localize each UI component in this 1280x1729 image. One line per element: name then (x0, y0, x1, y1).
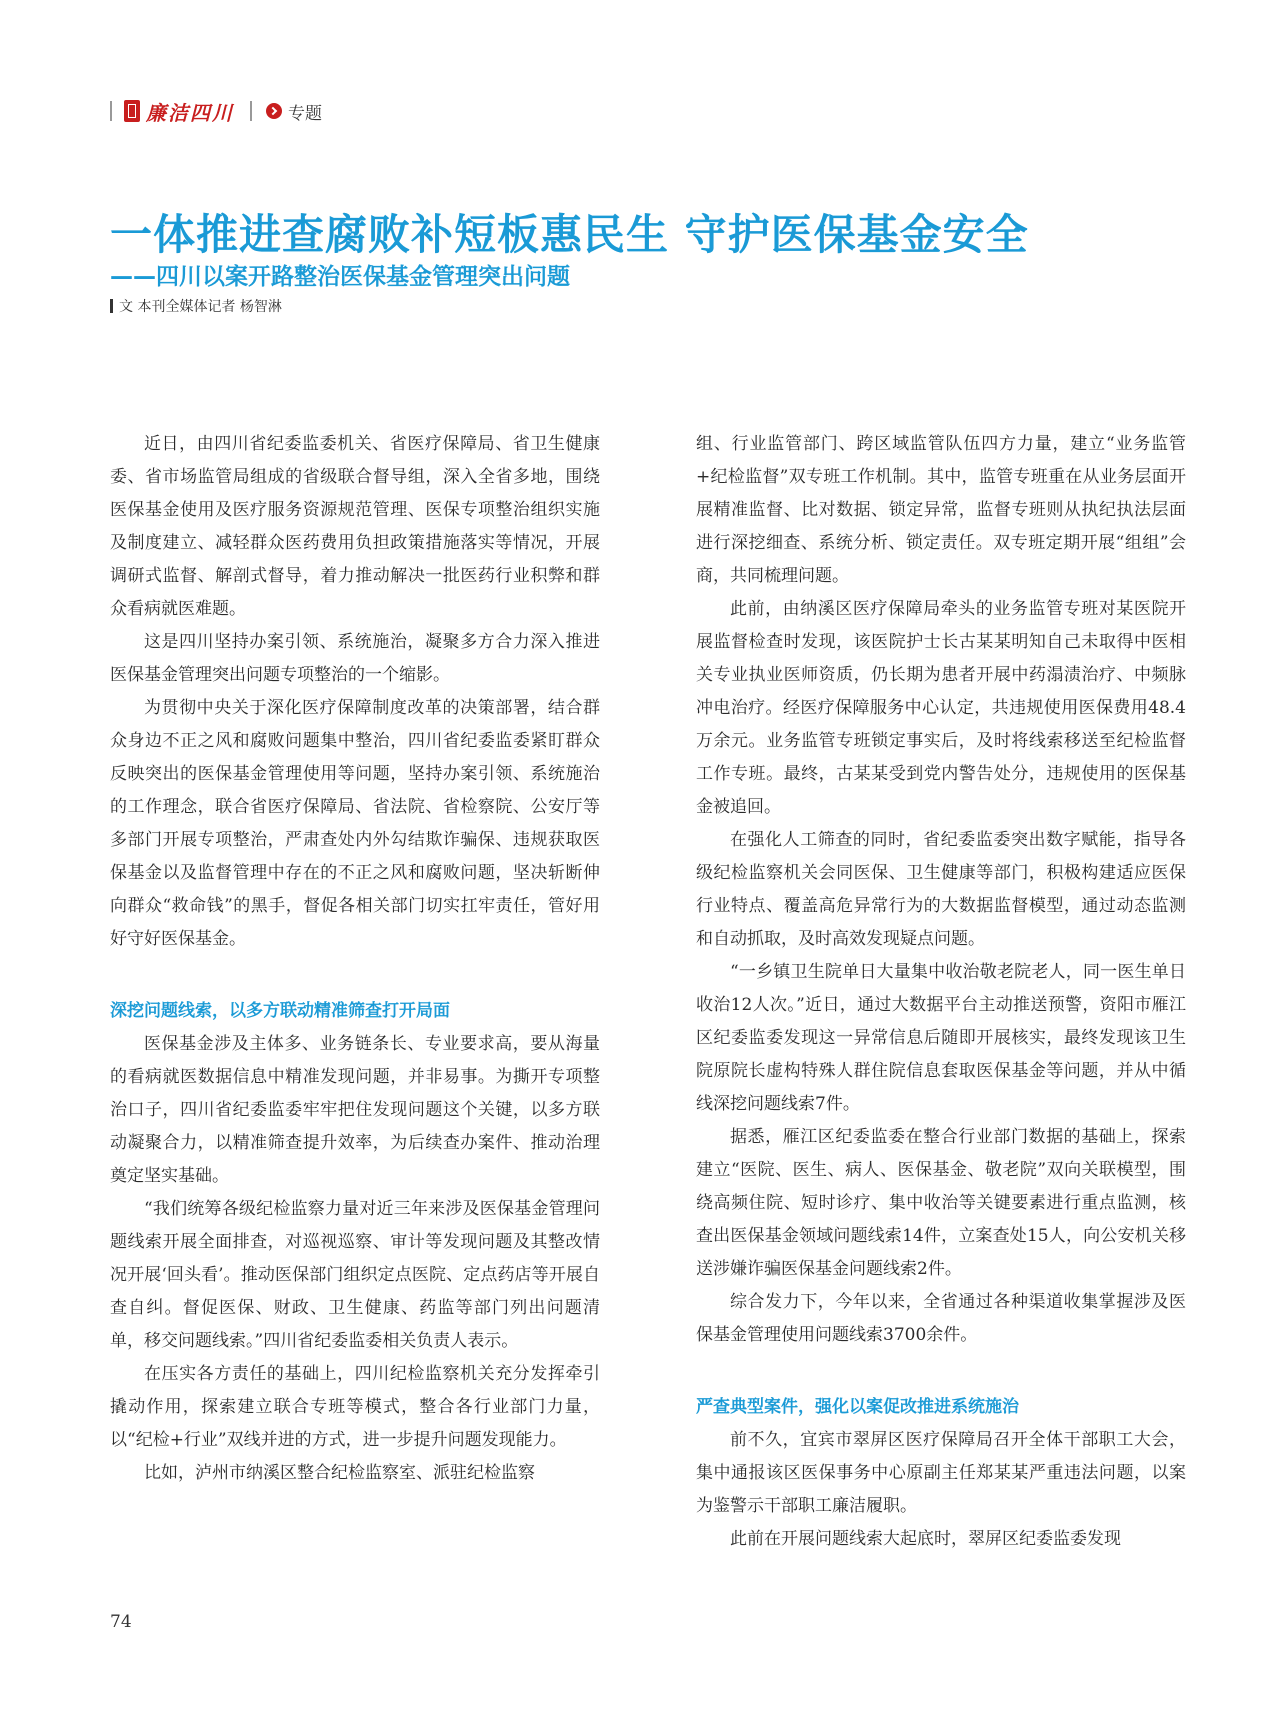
paragraph: 近日，由四川省纪委监委机关、省医疗保障局、省卫生健康委、省市场监管局组成的省级联合督导组，深入全省多地，围绕医保基金使用及医疗服务资源规范管理、医保专项整治组织实施及制度建立、减轻群众医药费用负担政策措施落实等情况，开展调研式监督、解剖式督导，着力推动解决一批医药行业积弊和群众看病就医难题。 (110, 434, 600, 619)
paragraph: 据悉，雁江区纪委监委在整合行业部门数据的基础上，探索建立“医院、医生、病人、医保基金、敬老院”双向关联模型，围绕高频住院、短时诊疗、集中收治等关键要素进行重点监测，核查出医保基金领域问题线索14件，立案查处15人，向公安机关移送涉嫌诈骗医保基金问题线索2件。 (696, 1127, 1186, 1279)
byline-text: 文 本刊全媒体记者 杨智淋 (119, 299, 282, 315)
section-heading: 深挖问题线索，以多方联动精准筛查打开局面 (110, 1001, 450, 1021)
paragraph: 这是四川坚持办案引领、系统施治，凝聚多方合力深入推进医保基金管理突出问题专项整治的一个缩影。 (110, 632, 600, 685)
left-column (110, 428, 600, 1490)
magazine-logo-icon (124, 100, 140, 122)
section-heading: 严查典型案件，强化以案促改推进系统施治 (696, 1397, 1019, 1417)
section-label: 专题 (288, 103, 322, 124)
paragraph: 在强化人工筛查的同时，省纪委监委突出数字赋能，指导各级纪检监察机关会同医保、卫生健康等部门，积极构建适应医保行业特点、覆盖高危异常行为的大数据监督模型，通过动态监测和自动抓取，及时高效发现疑点问题。 (696, 830, 1186, 949)
paragraph: 比如，泸州市纳溪区整合纪检监察室、派驻纪检监察 (144, 1463, 535, 1483)
article-subtitle: ——四川以案开路整治医保基金管理突出问题 (110, 264, 570, 290)
paragraph: 综合发力下，今年以来，全省通过各种渠道收集掌握涉及医保基金管理使用问题线索3700余件。 (696, 1292, 1186, 1345)
paragraph: “我们统筹各级纪检监察力量对近三年来涉及医保基金管理问题线索开展全面排查，对巡视巡察、审计等发现问题及其整改情况开展‘回头看’。推动医保部门组织定点医院、定点药店等开展自查自纠。督促医保、财政、卫生健康、药监等部门列出问题清单，移交问题线索。”四川省纪委监委相关负责人表示。 (110, 1199, 600, 1351)
page-number: 74 (110, 1612, 132, 1632)
magazine-logo-text: 廉洁四川 (146, 100, 234, 125)
paragraph: 为贯彻中央关于深化医疗保障制度改革的决策部署，结合群众身边不正之风和腐败问题集中整治，四川省纪委监委紧盯群众反映突出的医保基金管理使用等问题，坚持办案引领、系统施治的工作理念，联合省医疗保障局、省法院、省检察院、公安厅等多部门开展专项整治，严肃查处内外勾结欺诈骗保、违规获取医保基金以及监督管理中存在的不正之风和腐败问题，坚决斩断伸向群众“救命钱”的黑手，督促各相关部门切实扛牢责任，管好用好守好医保基金。 (110, 698, 600, 949)
paragraph: 前不久，宜宾市翠屏区医疗保障局召开全体干部职工大会，集中通报该区医保事务中心原副主任郑某某严重违法问题，以案为鉴警示干部职工廉洁履职。 (696, 1430, 1186, 1516)
paragraph: 医保基金涉及主体多、业务链条长、专业要求高，要从海量的看病就医数据信息中精准发现问题，并非易事。为撕开专项整治口子，四川省纪委监委牢牢把住发现问题这个关键，以多方联动凝聚合力，以精准筛查提升效率，为后续查办案件、推动治理奠定坚实基础。 (110, 1034, 600, 1186)
paragraph: 在压实各方责任的基础上，四川纪检监察机关充分发挥牵引撬动作用，探索建立联合专班等模式，整合各行业部门力量，以“纪检+行业”双线并进的方式，进一步提升问题发现能力。 (110, 1364, 600, 1450)
paragraph: “一乡镇卫生院单日大量集中收治敬老院老人，同一医生单日收治12人次。”近日，通过大数据平台主动推送预警，资阳市雁江区纪委监委发现这一异常信息后随即开展核实，最终发现该卫生院原院长虚构特殊人群住院信息套取医保基金等问题，并从中循线深挖问题线索7件。 (696, 962, 1186, 1114)
article-byline (110, 296, 282, 316)
header-divider (250, 101, 252, 121)
byline-marker (110, 299, 113, 313)
chevron-right-icon (266, 103, 282, 119)
paragraph: 此前，由纳溪区医疗保障局牵头的业务监管专班对某医院开展监督检查时发现，该医院护士长古某某明知自己未取得中医相关专业执业医师资质，仍长期为患者开展中药溻渍治疗、中频脉冲电治疗。经医疗保障服务中心认定，共违规使用医保费用48.4万余元。业务监管专班锁定事实后，及时将线索移送至纪检监督工作专班。最终，古某某受到党内警告处分，违规使用的医保基金被追回。 (696, 599, 1186, 817)
page-header (110, 96, 322, 126)
right-column (696, 428, 1186, 1556)
paragraph: 此前在开展问题线索大起底时，翠屏区纪委监委发现 (730, 1529, 1121, 1549)
header-divider (110, 101, 112, 121)
article-title: 一体推进查腐败补短板惠民生 守护医保基金安全 (110, 210, 1029, 259)
paragraph: 组、行业监管部门、跨区域监管队伍四方力量，建立“业务监管+纪检监督”双专班工作机制。其中，监管专班重在从业务层面开展精准监督、比对数据、锁定异常，监督专班则从执纪执法层面进行深挖细查、系统分析、锁定责任。双专班定期开展“组组”会商，共同梳理问题。 (696, 434, 1186, 586)
